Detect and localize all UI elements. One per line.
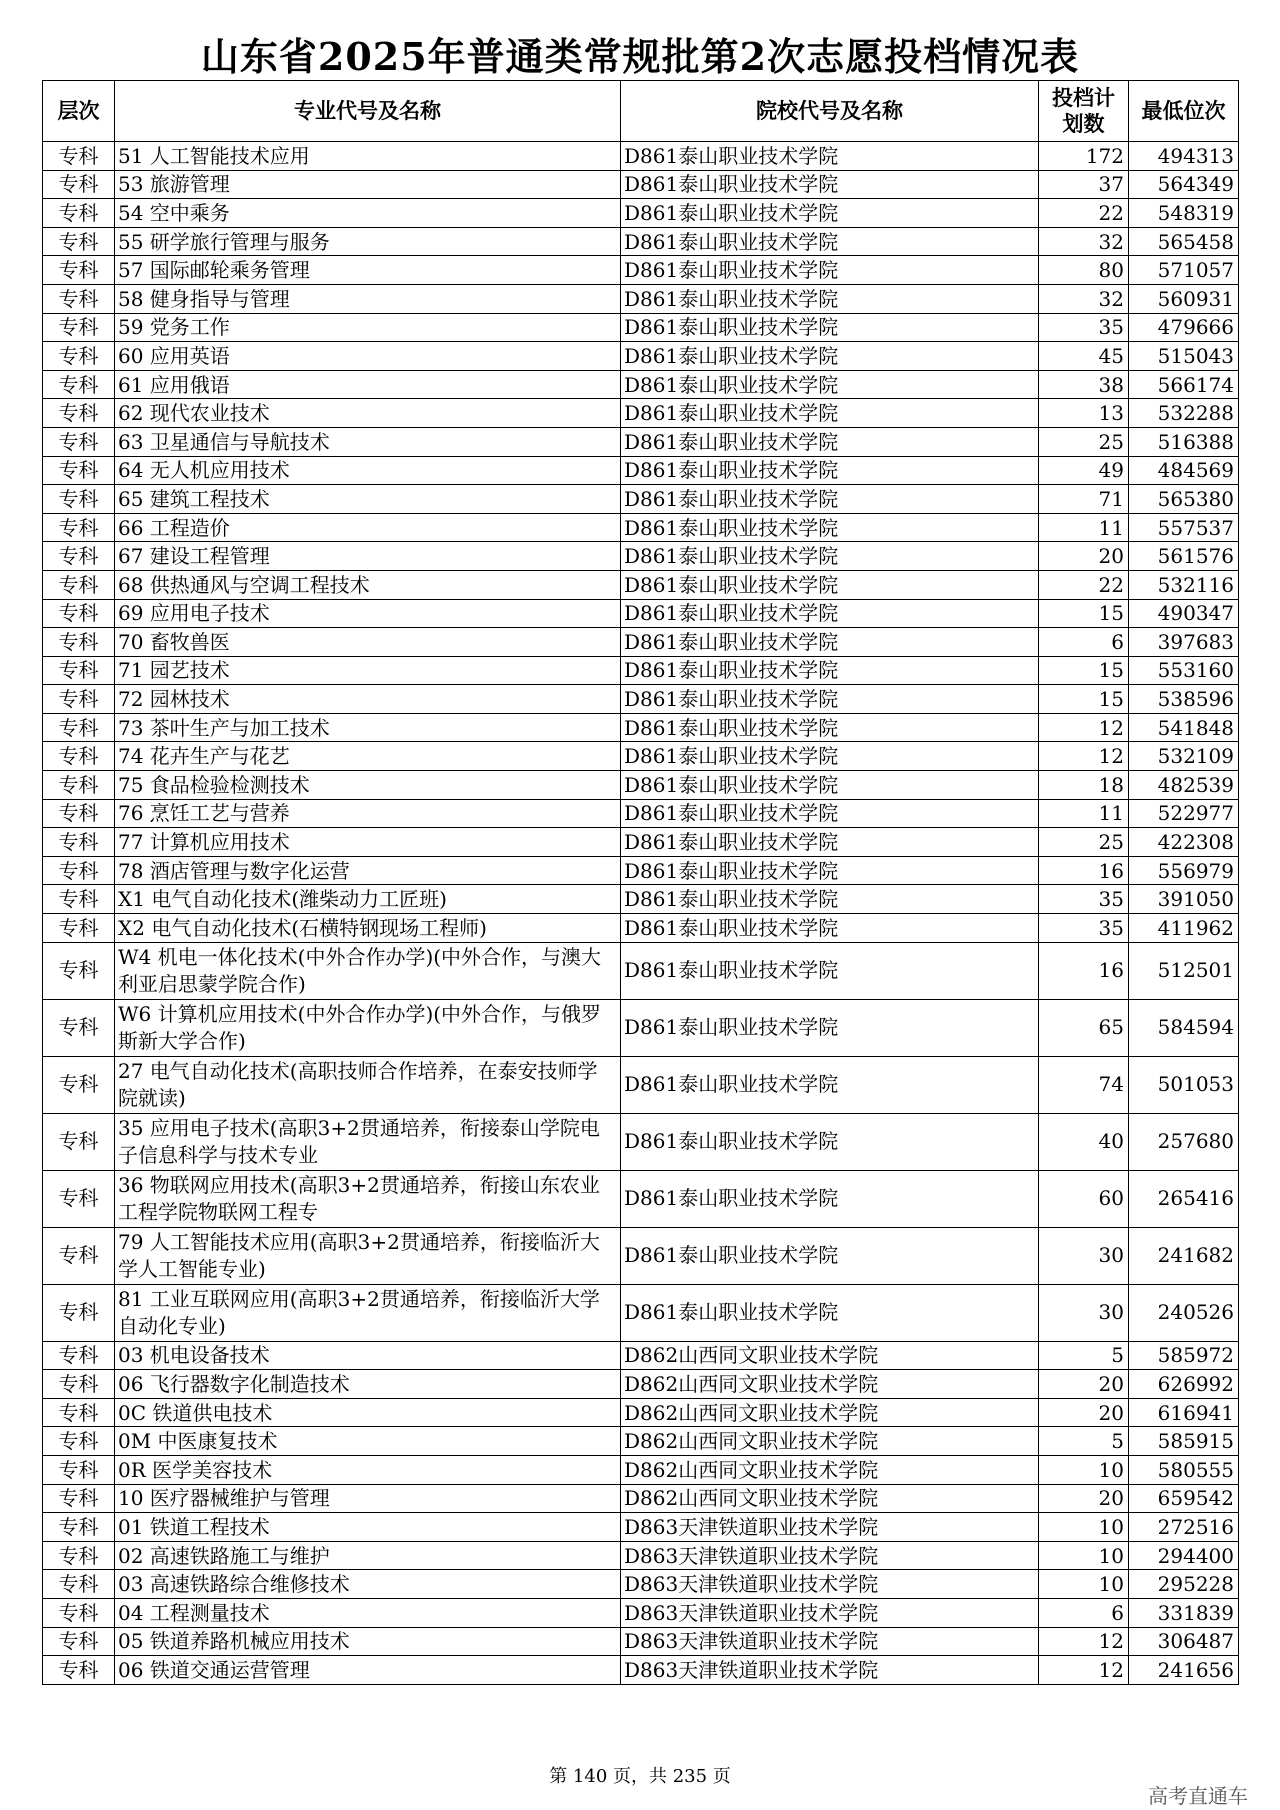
- cell-plan: 12: [1039, 742, 1129, 771]
- cell-major: 03 机电设备技术: [115, 1341, 621, 1370]
- cell-rank: 538596: [1129, 685, 1239, 714]
- cell-plan: 30: [1039, 1284, 1129, 1341]
- cell-major: 72 园林技术: [115, 685, 621, 714]
- cell-level: 专科: [43, 284, 115, 313]
- table-row: [43, 227, 1239, 256]
- cell-level: 专科: [43, 1227, 115, 1284]
- cell-level: 专科: [43, 1513, 115, 1542]
- cell-level: 专科: [43, 313, 115, 342]
- table-row: [43, 799, 1239, 828]
- cell-rank: 294400: [1129, 1541, 1239, 1570]
- table-row: [43, 1570, 1239, 1599]
- cell-major: 27 电气自动化技术(高职技师合作培养，在泰安技师学院就读): [115, 1056, 621, 1113]
- cell-school: D861泰山职业技术学院: [621, 142, 1039, 171]
- cell-level: 专科: [43, 227, 115, 256]
- table-row: [43, 1427, 1239, 1456]
- cell-rank: 241656: [1129, 1656, 1239, 1685]
- table-row: [43, 742, 1239, 771]
- cell-rank: 391050: [1129, 885, 1239, 914]
- table-row: [43, 942, 1239, 999]
- cell-level: 专科: [43, 1398, 115, 1427]
- cell-major: 05 铁道养路机械应用技术: [115, 1627, 621, 1656]
- cell-plan: 10: [1039, 1570, 1129, 1599]
- cell-level: 专科: [43, 1113, 115, 1170]
- cell-level: 专科: [43, 1056, 115, 1113]
- cell-school: D861泰山职业技术学院: [621, 1056, 1039, 1113]
- cell-school: D862山西同文职业技术学院: [621, 1456, 1039, 1485]
- cell-level: 专科: [43, 771, 115, 800]
- cell-plan: 15: [1039, 599, 1129, 628]
- cell-major: 57 国际邮轮乘务管理: [115, 256, 621, 285]
- cell-plan: 45: [1039, 342, 1129, 371]
- cell-school: D861泰山职业技术学院: [621, 542, 1039, 571]
- cell-plan: 71: [1039, 485, 1129, 514]
- table-row: [43, 342, 1239, 371]
- cell-level: 专科: [43, 1456, 115, 1485]
- cell-level: 专科: [43, 1656, 115, 1685]
- cell-school: D861泰山职业技术学院: [621, 342, 1039, 371]
- cell-plan: 12: [1039, 1627, 1129, 1656]
- cell-major: 62 现代农业技术: [115, 399, 621, 428]
- cell-major: 63 卫星通信与导航技术: [115, 427, 621, 456]
- cell-major: 36 物联网应用技术(高职3+2贯通培养，衔接山东农业工程学院物联网工程专: [115, 1170, 621, 1227]
- cell-major: 61 应用俄语: [115, 370, 621, 399]
- cell-level: 专科: [43, 1541, 115, 1570]
- cell-plan: 10: [1039, 1513, 1129, 1542]
- table-row: [43, 856, 1239, 885]
- cell-school: D861泰山职业技术学院: [621, 199, 1039, 228]
- cell-plan: 35: [1039, 313, 1129, 342]
- cell-major: 0C 铁道供电技术: [115, 1398, 621, 1427]
- header-rank: 最低位次: [1129, 81, 1239, 142]
- cell-plan: 13: [1039, 399, 1129, 428]
- cell-rank: 557537: [1129, 513, 1239, 542]
- cell-plan: 10: [1039, 1541, 1129, 1570]
- cell-major: 75 食品检验检测技术: [115, 771, 621, 800]
- cell-rank: 241682: [1129, 1227, 1239, 1284]
- cell-major: W4 机电一体化技术(中外合作办学)(中外合作，与澳大利亚启思蒙学院合作): [115, 942, 621, 999]
- cell-major: 54 空中乘务: [115, 199, 621, 228]
- cell-level: 专科: [43, 828, 115, 857]
- cell-plan: 32: [1039, 284, 1129, 313]
- table-body: [43, 142, 1239, 1685]
- cell-rank: 580555: [1129, 1456, 1239, 1485]
- table-row: [43, 313, 1239, 342]
- table-header-row: [43, 81, 1239, 142]
- cell-major: X1 电气自动化技术(潍柴动力工匠班): [115, 885, 621, 914]
- cell-level: 专科: [43, 370, 115, 399]
- cell-level: 专科: [43, 1170, 115, 1227]
- table-row: [43, 1398, 1239, 1427]
- cell-level: 专科: [43, 1627, 115, 1656]
- cell-school: D861泰山职业技术学院: [621, 914, 1039, 943]
- cell-major: 70 畜牧兽医: [115, 628, 621, 657]
- cell-plan: 40: [1039, 1113, 1129, 1170]
- cell-rank: 331839: [1129, 1598, 1239, 1627]
- cell-level: 专科: [43, 142, 115, 171]
- page-footer: 第 140 页，共 235 页: [549, 1766, 731, 1787]
- cell-school: D861泰山职业技术学院: [621, 628, 1039, 657]
- cell-plan: 16: [1039, 942, 1129, 999]
- cell-plan: 80: [1039, 256, 1129, 285]
- cell-plan: 20: [1039, 542, 1129, 571]
- cell-level: 专科: [43, 999, 115, 1056]
- cell-plan: 12: [1039, 713, 1129, 742]
- cell-school: D861泰山职业技术学院: [621, 1113, 1039, 1170]
- cell-level: 专科: [43, 713, 115, 742]
- header-level: 层次: [43, 81, 115, 142]
- cell-rank: 397683: [1129, 628, 1239, 657]
- cell-major: 58 健身指导与管理: [115, 284, 621, 313]
- cell-rank: 240526: [1129, 1284, 1239, 1341]
- cell-rank: 571057: [1129, 256, 1239, 285]
- cell-school: D861泰山职业技术学院: [621, 456, 1039, 485]
- table-row: [43, 771, 1239, 800]
- cell-rank: 422308: [1129, 828, 1239, 857]
- cell-school: D861泰山职业技术学院: [621, 1284, 1039, 1341]
- cell-level: 专科: [43, 856, 115, 885]
- cell-major: 02 高速铁路施工与维护: [115, 1541, 621, 1570]
- table-row: [43, 628, 1239, 657]
- cell-school: D862山西同文职业技术学院: [621, 1484, 1039, 1513]
- table-row: [43, 485, 1239, 514]
- cell-rank: 659542: [1129, 1484, 1239, 1513]
- cell-level: 专科: [43, 1427, 115, 1456]
- cell-major: 71 园艺技术: [115, 656, 621, 685]
- cell-school: D863天津铁道职业技术学院: [621, 1656, 1039, 1685]
- cell-level: 专科: [43, 485, 115, 514]
- cell-rank: 532116: [1129, 570, 1239, 599]
- cell-plan: 15: [1039, 656, 1129, 685]
- cell-level: 专科: [43, 885, 115, 914]
- cell-major: W6 计算机应用技术(中外合作办学)(中外合作，与俄罗斯新大学合作): [115, 999, 621, 1056]
- cell-plan: 16: [1039, 856, 1129, 885]
- cell-major: 06 飞行器数字化制造技术: [115, 1370, 621, 1399]
- cell-major: 10 医疗器械维护与管理: [115, 1484, 621, 1513]
- cell-plan: 5: [1039, 1341, 1129, 1370]
- cell-school: D861泰山职业技术学院: [621, 1170, 1039, 1227]
- cell-level: 专科: [43, 570, 115, 599]
- table-row: [43, 1056, 1239, 1113]
- cell-major: 64 无人机应用技术: [115, 456, 621, 485]
- cell-rank: 516388: [1129, 427, 1239, 456]
- cell-school: D861泰山职业技术学院: [621, 485, 1039, 514]
- cell-school: D862山西同文职业技术学院: [621, 1427, 1039, 1456]
- cell-level: 专科: [43, 1341, 115, 1370]
- cell-major: 65 建筑工程技术: [115, 485, 621, 514]
- cell-plan: 38: [1039, 370, 1129, 399]
- cell-level: 专科: [43, 513, 115, 542]
- page-title: 山东省2025年普通类常规批第2次志愿投档情况表: [200, 34, 1080, 79]
- table-row: [43, 513, 1239, 542]
- cell-level: 专科: [43, 942, 115, 999]
- cell-major: 77 计算机应用技术: [115, 828, 621, 857]
- table-row: [43, 1341, 1239, 1370]
- cell-plan: 25: [1039, 828, 1129, 857]
- cell-major: 51 人工智能技术应用: [115, 142, 621, 171]
- table-row: [43, 370, 1239, 399]
- cell-school: D861泰山职业技术学院: [621, 399, 1039, 428]
- cell-level: 专科: [43, 1284, 115, 1341]
- cell-rank: 626992: [1129, 1370, 1239, 1399]
- cell-plan: 35: [1039, 914, 1129, 943]
- table-row: [43, 427, 1239, 456]
- cell-school: D863天津铁道职业技术学院: [621, 1541, 1039, 1570]
- cell-rank: 532109: [1129, 742, 1239, 771]
- cell-major: 73 茶叶生产与加工技术: [115, 713, 621, 742]
- table-row: [43, 828, 1239, 857]
- table-row: [43, 570, 1239, 599]
- cell-major: 68 供热通风与空调工程技术: [115, 570, 621, 599]
- header-major: 专业代号及名称: [115, 81, 621, 142]
- cell-plan: 30: [1039, 1227, 1129, 1284]
- table-row: [43, 1541, 1239, 1570]
- cell-school: D862山西同文职业技术学院: [621, 1341, 1039, 1370]
- cell-plan: 22: [1039, 570, 1129, 599]
- cell-major: 0M 中医康复技术: [115, 1427, 621, 1456]
- cell-major: 55 研学旅行管理与服务: [115, 227, 621, 256]
- cell-plan: 65: [1039, 999, 1129, 1056]
- cell-rank: 484569: [1129, 456, 1239, 485]
- cell-school: D861泰山职业技术学院: [621, 856, 1039, 885]
- cell-plan: 18: [1039, 771, 1129, 800]
- cell-level: 专科: [43, 656, 115, 685]
- cell-major: 81 工业互联网应用(高职3+2贯通培养，衔接临沂大学自动化专业): [115, 1284, 621, 1341]
- cell-plan: 12: [1039, 1656, 1129, 1685]
- cell-rank: 265416: [1129, 1170, 1239, 1227]
- cell-rank: 490347: [1129, 599, 1239, 628]
- table-row: [43, 399, 1239, 428]
- cell-school: D861泰山职业技术学院: [621, 513, 1039, 542]
- cell-major: 53 旅游管理: [115, 170, 621, 199]
- table-row: [43, 1484, 1239, 1513]
- cell-rank: 566174: [1129, 370, 1239, 399]
- cell-school: D861泰山职业技术学院: [621, 742, 1039, 771]
- cell-level: 专科: [43, 1370, 115, 1399]
- cell-major: 35 应用电子技术(高职3+2贯通培养，衔接泰山学院电子信息科学与技术专业: [115, 1113, 621, 1170]
- cell-school: D863天津铁道职业技术学院: [621, 1598, 1039, 1627]
- table-row: [43, 1170, 1239, 1227]
- table-row: [43, 1513, 1239, 1542]
- cell-rank: 541848: [1129, 713, 1239, 742]
- cell-plan: 172: [1039, 142, 1129, 171]
- cell-school: D861泰山职业技术学院: [621, 656, 1039, 685]
- cell-level: 专科: [43, 599, 115, 628]
- cell-school: D863天津铁道职业技术学院: [621, 1570, 1039, 1599]
- cell-plan: 25: [1039, 427, 1129, 456]
- table-row: [43, 999, 1239, 1056]
- cell-major: 78 酒店管理与数字化运营: [115, 856, 621, 885]
- cell-rank: 548319: [1129, 199, 1239, 228]
- cell-rank: 565380: [1129, 485, 1239, 514]
- cell-level: 专科: [43, 256, 115, 285]
- cell-school: D861泰山职业技术学院: [621, 427, 1039, 456]
- cell-major: 76 烹饪工艺与营养: [115, 799, 621, 828]
- cell-rank: 585972: [1129, 1341, 1239, 1370]
- cell-level: 专科: [43, 914, 115, 943]
- watermark: 高考直通车: [1148, 1784, 1248, 1808]
- cell-rank: 411962: [1129, 914, 1239, 943]
- cell-plan: 20: [1039, 1398, 1129, 1427]
- cell-level: 专科: [43, 742, 115, 771]
- cell-school: D861泰山职业技术学院: [621, 713, 1039, 742]
- table-row: [43, 1227, 1239, 1284]
- table-row: [43, 1113, 1239, 1170]
- cell-plan: 49: [1039, 456, 1129, 485]
- cell-major: 69 应用电子技术: [115, 599, 621, 628]
- cell-level: 专科: [43, 170, 115, 199]
- cell-plan: 5: [1039, 1427, 1129, 1456]
- cell-rank: 295228: [1129, 1570, 1239, 1599]
- cell-rank: 515043: [1129, 342, 1239, 371]
- table-row: [43, 170, 1239, 199]
- cell-rank: 479666: [1129, 313, 1239, 342]
- cell-major: 0R 医学美容技术: [115, 1456, 621, 1485]
- cell-school: D861泰山职业技术学院: [621, 370, 1039, 399]
- cell-major: 79 人工智能技术应用(高职3+2贯通培养，衔接临沂大学人工智能专业): [115, 1227, 621, 1284]
- header-plan: 投档计划数: [1039, 81, 1129, 142]
- table-row: [43, 199, 1239, 228]
- cell-school: D861泰山职业技术学院: [621, 942, 1039, 999]
- cell-major: 66 工程造价: [115, 513, 621, 542]
- table-row: [43, 685, 1239, 714]
- table-row: [43, 142, 1239, 171]
- cell-level: 专科: [43, 628, 115, 657]
- cell-level: 专科: [43, 1570, 115, 1599]
- table-row: [43, 1456, 1239, 1485]
- cell-major: 59 党务工作: [115, 313, 621, 342]
- cell-rank: 272516: [1129, 1513, 1239, 1542]
- cell-rank: 585915: [1129, 1427, 1239, 1456]
- cell-rank: 501053: [1129, 1056, 1239, 1113]
- cell-plan: 60: [1039, 1170, 1129, 1227]
- cell-rank: 565458: [1129, 227, 1239, 256]
- cell-rank: 522977: [1129, 799, 1239, 828]
- cell-rank: 556979: [1129, 856, 1239, 885]
- cell-rank: 560931: [1129, 284, 1239, 313]
- table-row: [43, 284, 1239, 313]
- table-row: [43, 456, 1239, 485]
- cell-rank: 494313: [1129, 142, 1239, 171]
- cell-plan: 6: [1039, 628, 1129, 657]
- cell-plan: 32: [1039, 227, 1129, 256]
- cell-school: D861泰山职业技术学院: [621, 999, 1039, 1056]
- cell-plan: 15: [1039, 685, 1129, 714]
- cell-level: 专科: [43, 399, 115, 428]
- cell-plan: 11: [1039, 799, 1129, 828]
- admission-table: [42, 80, 1239, 1685]
- cell-major: X2 电气自动化技术(石横特钢现场工程师): [115, 914, 621, 943]
- cell-school: D863天津铁道职业技术学院: [621, 1627, 1039, 1656]
- cell-major: 04 工程测量技术: [115, 1598, 621, 1627]
- cell-plan: 6: [1039, 1598, 1129, 1627]
- cell-school: D861泰山职业技术学院: [621, 885, 1039, 914]
- table-row: [43, 885, 1239, 914]
- cell-plan: 20: [1039, 1370, 1129, 1399]
- cell-plan: 35: [1039, 885, 1129, 914]
- cell-rank: 561576: [1129, 542, 1239, 571]
- cell-school: D861泰山职业技术学院: [621, 570, 1039, 599]
- cell-rank: 482539: [1129, 771, 1239, 800]
- table-row: [43, 1656, 1239, 1685]
- table-row: [43, 599, 1239, 628]
- cell-school: D861泰山职业技术学院: [621, 256, 1039, 285]
- table-row: [43, 1598, 1239, 1627]
- cell-school: D861泰山职业技术学院: [621, 170, 1039, 199]
- cell-rank: 553160: [1129, 656, 1239, 685]
- cell-rank: 306487: [1129, 1627, 1239, 1656]
- cell-major: 67 建设工程管理: [115, 542, 621, 571]
- cell-school: D861泰山职业技术学院: [621, 284, 1039, 313]
- cell-school: D861泰山职业技术学院: [621, 771, 1039, 800]
- header-school: 院校代号及名称: [621, 81, 1039, 142]
- table-row: [43, 256, 1239, 285]
- table-row: [43, 713, 1239, 742]
- cell-rank: 512501: [1129, 942, 1239, 999]
- table-row: [43, 656, 1239, 685]
- table-row: [43, 542, 1239, 571]
- cell-school: D861泰山职业技术学院: [621, 685, 1039, 714]
- cell-plan: 22: [1039, 199, 1129, 228]
- cell-major: 01 铁道工程技术: [115, 1513, 621, 1542]
- cell-level: 专科: [43, 799, 115, 828]
- cell-level: 专科: [43, 1484, 115, 1513]
- table-row: [43, 914, 1239, 943]
- cell-school: D861泰山职业技术学院: [621, 799, 1039, 828]
- cell-level: 专科: [43, 199, 115, 228]
- table-row: [43, 1284, 1239, 1341]
- cell-school: D861泰山职业技术学院: [621, 599, 1039, 628]
- cell-school: D861泰山职业技术学院: [621, 1227, 1039, 1284]
- cell-level: 专科: [43, 456, 115, 485]
- cell-level: 专科: [43, 542, 115, 571]
- cell-school: D861泰山职业技术学院: [621, 828, 1039, 857]
- cell-rank: 584594: [1129, 999, 1239, 1056]
- cell-school: D861泰山职业技术学院: [621, 313, 1039, 342]
- cell-school: D862山西同文职业技术学院: [621, 1370, 1039, 1399]
- cell-plan: 11: [1039, 513, 1129, 542]
- cell-rank: 616941: [1129, 1398, 1239, 1427]
- cell-level: 专科: [43, 685, 115, 714]
- cell-level: 专科: [43, 427, 115, 456]
- cell-plan: 74: [1039, 1056, 1129, 1113]
- cell-rank: 257680: [1129, 1113, 1239, 1170]
- cell-rank: 564349: [1129, 170, 1239, 199]
- cell-major: 60 应用英语: [115, 342, 621, 371]
- cell-plan: 20: [1039, 1484, 1129, 1513]
- cell-plan: 10: [1039, 1456, 1129, 1485]
- cell-level: 专科: [43, 342, 115, 371]
- cell-plan: 37: [1039, 170, 1129, 199]
- cell-major: 74 花卉生产与花艺: [115, 742, 621, 771]
- table-row: [43, 1627, 1239, 1656]
- cell-school: D862山西同文职业技术学院: [621, 1398, 1039, 1427]
- cell-rank: 532288: [1129, 399, 1239, 428]
- cell-major: 06 铁道交通运营管理: [115, 1656, 621, 1685]
- cell-school: D861泰山职业技术学院: [621, 227, 1039, 256]
- table-row: [43, 1370, 1239, 1399]
- cell-major: 03 高速铁路综合维修技术: [115, 1570, 621, 1599]
- cell-school: D863天津铁道职业技术学院: [621, 1513, 1039, 1542]
- cell-level: 专科: [43, 1598, 115, 1627]
